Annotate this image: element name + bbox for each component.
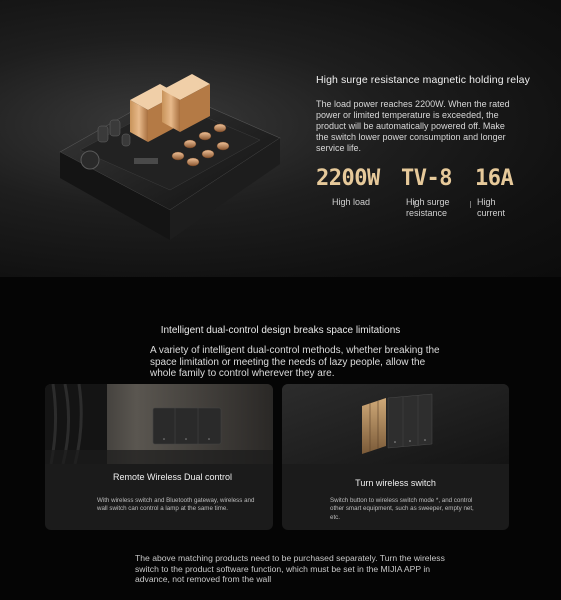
spec-current: [475, 166, 517, 219]
spec-value: 2200W: [316, 166, 380, 191]
turn-wireless-switch-card: [282, 384, 509, 530]
room-wall-switch-image: [45, 384, 273, 464]
spec-label: High load: [332, 197, 371, 207]
relay-title: High surge resistance magnetic holding relay: [316, 74, 530, 86]
relay-banner: [0, 0, 561, 277]
spec-high-load: [316, 166, 380, 208]
spec-value: 16A: [475, 166, 514, 191]
spec-label: High current: [477, 197, 506, 218]
remote-dual-control-card: [45, 384, 273, 530]
spec-label: High surge resistance: [406, 197, 450, 218]
footnote: The above matching products need to be purchased separately. Turn the wireless switch to the product software function, which must be set in the MIJIA APP in advance, not removed from the wall: [135, 553, 445, 584]
dual-control-title: Intelligent dual-control design breaks space limitations: [160, 325, 401, 336]
card-title: Remote Wireless Dual control: [113, 472, 233, 482]
dual-control-description: A variety of intelligent dual-control methods, whether breaking the space limitation or meeting the needs of lazy people, allow the whole family to control wherever they are.: [150, 345, 440, 379]
spec-divider: [470, 201, 471, 208]
switch-internals-image: [50, 60, 290, 250]
card-title: Turn wireless switch: [355, 478, 436, 488]
card-description: With wireless switch and Bluetooth gateway, wireless and wall switch can control a lamp at the same time.: [97, 497, 255, 513]
spec-value: TV-8: [401, 166, 452, 191]
spec-surge: [401, 166, 454, 219]
wireless-switch-panel-image: [282, 384, 509, 464]
relay-description: The load power reaches 2200W. When the rated power or limited temperature is exceeded, the product will be automatically powered off. Make the switch lower power consumption and longer service life.: [316, 99, 510, 153]
card-description: Switch button to wireless switch mode *, and control other smart equipment, such as sweeper, empty net, etc.: [330, 497, 474, 521]
